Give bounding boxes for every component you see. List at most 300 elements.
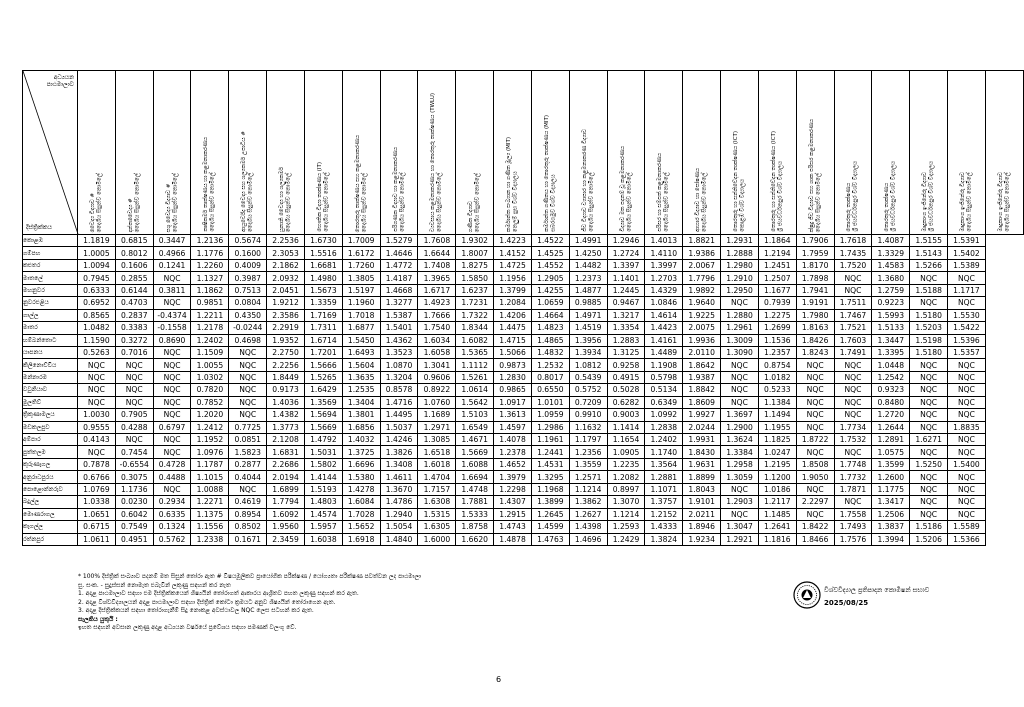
z-score-cell: 1.0769 <box>78 483 116 495</box>
z-score-cell: NQC <box>721 384 759 396</box>
z-score-cell: 1.4250 <box>569 247 607 259</box>
z-score-cell: 1.3047 <box>721 521 759 533</box>
z-score-cell: NQC <box>153 434 191 446</box>
z-score-cell: 0.8954 <box>229 508 267 520</box>
z-score-cell: 1.2542 <box>872 371 910 383</box>
z-score-cell: 1.1536 <box>758 334 796 346</box>
z-score-cell: 1.7435 <box>834 247 872 259</box>
z-score-cell: 2.3459 <box>267 533 305 545</box>
z-score-cell: 1.6899 <box>267 483 305 495</box>
z-score-cell: 1.6620 <box>456 533 494 545</box>
z-score-cell: NQC <box>834 359 872 371</box>
z-score-cell: 2.0110 <box>683 346 721 358</box>
z-score-cell: 0.9885 <box>569 297 607 309</box>
z-score-cell: 0.5674 <box>229 235 267 247</box>
table-row <box>23 247 1024 259</box>
z-score-cell: 1.3837 <box>872 521 910 533</box>
z-score-cell: 1.4333 <box>645 521 683 533</box>
z-score-cell: 0.7454 <box>115 446 153 458</box>
z-score-cell: 1.7734 <box>834 421 872 433</box>
z-score-cell: 1.9191 <box>796 297 834 309</box>
z-score-cell: 0.6550 <box>531 384 569 396</box>
column-header-label: තොරතුරු හා සන්නිවේදන තාක්ෂණය (ICT) ශ්‍රී ජයවර්ධනපුර විශ්ව විද්‍යාලය <box>770 131 784 232</box>
z-score-cell: 1.0846 <box>645 297 683 309</box>
z-score-cell: 1.1960 <box>342 297 380 309</box>
table-header-row <box>23 71 1024 235</box>
z-score-cell: NQC <box>834 409 872 421</box>
z-score-cell: 0.3075 <box>115 471 153 483</box>
z-score-cell: NQC <box>153 409 191 421</box>
z-score-cell: 1.4161 <box>645 334 683 346</box>
z-score-cell: 0.5134 <box>645 384 683 396</box>
z-score-cell: 2.2750 <box>267 346 305 358</box>
z-score-cell: 1.2724 <box>607 247 645 259</box>
district-name: යාපනය <box>23 346 78 358</box>
z-score-cell: 1.0094 <box>78 259 116 271</box>
district-name: මොණරාගල <box>23 508 78 520</box>
district-name: පොළොන්නරුව <box>23 483 78 495</box>
z-score-cell: 1.4840 <box>380 533 418 545</box>
column-header-label: මෘදුකාංග ඉංජිනේරු විද්‍යාව ශ්‍රී ජයවර්ධනපුර විශ්ව විද්‍යාලය <box>922 161 935 232</box>
z-score-cell: NQC <box>153 346 191 358</box>
table-row <box>23 496 1024 508</box>
column-header <box>948 71 986 235</box>
z-score-cell: 1.4246 <box>380 434 418 446</box>
z-score-cell: 1.3824 <box>645 533 683 545</box>
z-score-cell: 1.4223 <box>494 235 532 247</box>
z-score-cell: 1.9101 <box>683 496 721 508</box>
z-score-cell: 2.3053 <box>267 247 305 259</box>
z-score-cell: 1.3801 <box>342 409 380 421</box>
z-score-cell: 1.3965 <box>418 272 456 284</box>
column-header-label: පරිසර හා සම්පත් කළමනාකරණය දෛශිය සිසුන්ව නොමිලේ <box>657 153 670 232</box>
z-score-cell: 0.9851 <box>191 297 229 309</box>
z-score-cell: NQC <box>721 359 759 371</box>
z-score-cell: NQC <box>78 384 116 396</box>
z-score-cell: 1.9631 <box>683 458 721 470</box>
z-score-cell: 1.3757 <box>645 496 683 508</box>
z-score-cell: 0.8017 <box>531 371 569 383</box>
z-score-cell: 1.9302 <box>456 235 494 247</box>
z-score-cell: NQC <box>910 396 948 408</box>
z-score-cell: 1.4032 <box>342 434 380 446</box>
z-score-cell: NQC <box>910 421 948 433</box>
z-score-cell: 0.7209 <box>569 396 607 408</box>
z-score-cell: 1.3277 <box>380 297 418 309</box>
z-score-cell: 1.4525 <box>531 247 569 259</box>
z-score-cell: -0.6554 <box>115 458 153 470</box>
column-header <box>229 71 267 235</box>
z-score-cell: 1.4980 <box>304 272 342 284</box>
z-score-cell: 1.2903 <box>721 496 759 508</box>
column-header-label: තොරතුරු තාක්ෂණය ශ්‍රී ජයවර්ධනපුර විශ්ව විද්‍යාලය <box>884 161 897 232</box>
table-row <box>23 446 1024 458</box>
z-score-cell: 1.4923 <box>418 297 456 309</box>
z-score-cell: 1.1654 <box>607 434 645 446</box>
z-score-cell: 1.3564 <box>645 458 683 470</box>
z-score-cell: 1.7748 <box>834 458 872 470</box>
z-score-cell: 0.6766 <box>78 471 116 483</box>
z-score-cell: NQC <box>948 496 986 508</box>
z-score-cell: 2.2686 <box>267 458 305 470</box>
z-score-cell: 0.8997 <box>607 483 645 495</box>
z-score-cell: NQC <box>721 371 759 383</box>
z-score-cell: 1.1787 <box>191 458 229 470</box>
z-score-cell: 1.1740 <box>645 446 683 458</box>
z-score-cell: 1.5402 <box>948 247 986 259</box>
z-score-cell: 1.3997 <box>645 259 683 271</box>
z-score-cell: 1.5206 <box>910 533 948 545</box>
z-score-cell: 0.8480 <box>872 396 910 408</box>
z-score-cell: 1.2271 <box>191 496 229 508</box>
z-score-cell: 1.1862 <box>191 284 229 296</box>
z-score-cell: 1.8722 <box>796 434 834 446</box>
z-score-cell: 1.1112 <box>456 359 494 371</box>
district-name: අනුරාධපුරය <box>23 471 78 483</box>
z-score-cell: 1.7576 <box>834 533 872 545</box>
z-score-cell: 0.9606 <box>418 371 456 383</box>
column-header-label: තොරතුරු තාක්ෂණය ශ්‍රී ජයවර්ධනපුර විශ්ව විද්‍යාලය <box>846 161 859 232</box>
z-score-cell: 1.8043 <box>683 483 721 495</box>
z-score-cell: 1.9234 <box>683 533 721 545</box>
z-score-cell: 1.5266 <box>910 259 948 271</box>
z-score-cell: NQC <box>78 371 116 383</box>
z-score-cell: 1.2356 <box>569 446 607 458</box>
z-score-cell: NQC <box>948 384 986 396</box>
z-score-cell: 1.2838 <box>645 421 683 433</box>
z-score-cell: 1.2020 <box>191 409 229 421</box>
z-score-cell: 1.1819 <box>78 235 116 247</box>
column-header-label: මෘදුකාංග ඉංජිනේරු විද්‍යාව දෛශිය සිසුන්ව නොමිලේ <box>997 172 1011 232</box>
z-score-cell: 1.7521 <box>834 322 872 334</box>
z-score-cell: 0.9258 <box>607 359 645 371</box>
table-row <box>23 297 1024 309</box>
z-score-cell: 1.3447 <box>872 334 910 346</box>
district-name: මුලතිව් <box>23 396 78 408</box>
z-score-cell: 1.9936 <box>683 334 721 346</box>
z-score-cell: 1.8508 <box>796 458 834 470</box>
z-score-cell: 1.3070 <box>607 496 645 508</box>
z-score-cell: 1.7906 <box>796 235 834 247</box>
z-score-cell: 1.3404 <box>342 396 380 408</box>
z-score-cell: NQC <box>229 483 267 495</box>
z-score-cell: 1.5366 <box>948 533 986 545</box>
z-score-cell: 1.2980 <box>721 259 759 271</box>
z-score-cell: 1.2891 <box>872 434 910 446</box>
z-score-cell: 0.6144 <box>115 284 153 296</box>
z-score-cell: 1.5669 <box>456 446 494 458</box>
z-score-cell: 1.3059 <box>721 471 759 483</box>
z-score-cell: 1.9387 <box>683 371 721 383</box>
footnote: 1. අදාළ පාඨමාලාව සඳහා එම දිස්ත්‍රික්කයෙන් ශිෂ්‍යයින් තෝරාගත් ආකාරය ආශ්‍රිතව පහත ලකුණු සඳහන් කර ඇත. <box>78 590 359 597</box>
z-score-cell: NQC <box>910 483 948 495</box>
z-score-cell: 0.4288 <box>115 421 153 433</box>
z-score-cell: 2.0075 <box>683 322 721 334</box>
z-score-cell: 1.4671 <box>456 434 494 446</box>
z-score-cell: 1.4823 <box>531 322 569 334</box>
z-score-cell: 0.6335 <box>153 508 191 520</box>
z-score-cell: 1.2961 <box>721 322 759 334</box>
z-score-cell: 1.0659 <box>531 297 569 309</box>
z-score-cell: NQC <box>721 508 759 520</box>
z-score-cell: 1.7540 <box>418 322 456 334</box>
corner-label-district: දිස්ත්‍රික්කය <box>26 224 52 231</box>
z-score-cell: 1.5103 <box>456 409 494 421</box>
footnote: * 100% දිස්ත්‍රික් සංඛ්‍යාව පදනම් මත සිසුන් තෝරා ඇත # විෂයමූලිකව ප්‍රායෝගික පරීක්ෂණ / යෝග්‍යතා පරීක්ෂණ පවත්වන ලද පාඨමාලා <box>78 573 422 580</box>
z-score-cell: 1.2378 <box>494 446 532 458</box>
corner-label-course: අධ්‍යයන පාඨමාලාව <box>46 74 74 88</box>
z-score-cell: 1.4398 <box>569 521 607 533</box>
z-score-cell: 2.1862 <box>267 259 305 271</box>
z-score-cell: 1.2900 <box>721 421 759 433</box>
z-score-cell: 1.1015 <box>191 471 229 483</box>
z-score-cell: 1.5198 <box>910 334 948 346</box>
column-header <box>569 71 607 235</box>
z-score-cell: NQC <box>948 483 986 495</box>
z-score-cell: 1.7467 <box>834 309 872 321</box>
z-score-cell: 1.2441 <box>531 446 569 458</box>
z-score-cell: 1.4646 <box>380 247 418 259</box>
column-header-label: තොරතුරු හා සන්නිවේදන තාක්ෂණය (ICT) කොළඹ විශ්ව විද්‍යාලය <box>732 131 746 232</box>
z-score-cell: 1.0030 <box>78 409 116 421</box>
footnote: සැලකිය යුතුයි : <box>78 615 118 623</box>
z-score-cell: 1.5186 <box>910 521 948 533</box>
z-score-cell: 0.6815 <box>115 235 153 247</box>
z-score-cell: 1.3009 <box>721 334 759 346</box>
column-header <box>267 71 305 235</box>
z-score-cell: 1.9352 <box>267 334 305 346</box>
z-score-cell: 1.4614 <box>645 309 683 321</box>
z-score-cell: NQC <box>229 384 267 396</box>
z-score-cell: 1.8642 <box>683 359 721 371</box>
z-score-cell: 1.2402 <box>191 334 229 346</box>
z-score-cell: NQC <box>796 384 834 396</box>
column-header-label: ආහාර විද්‍යාව හා පෝෂණය දෛශිය සිසුන්ව නොමිලේ <box>695 168 708 232</box>
z-score-cell: 1.0917 <box>494 396 532 408</box>
z-score-cell: 1.2136 <box>191 235 229 247</box>
z-score-cell: 1.5031 <box>304 446 342 458</box>
z-score-cell: 1.4696 <box>569 533 607 545</box>
corner-cell <box>23 71 78 235</box>
z-score-cell: 1.2275 <box>758 309 796 321</box>
z-score-cell: 1.3354 <box>607 322 645 334</box>
z-score-cell: 1.5396 <box>948 334 986 346</box>
z-score-cell: 0.9865 <box>494 384 532 396</box>
table-row <box>23 309 1024 321</box>
z-score-cell: 1.1214 <box>607 508 645 520</box>
z-score-cell: 1.3862 <box>569 496 607 508</box>
table-row <box>23 434 1024 446</box>
z-score-cell: NQC <box>78 396 116 408</box>
z-score-cell: 1.3670 <box>380 483 418 495</box>
z-score-cell: 1.2830 <box>494 371 532 383</box>
z-score-cell: 1.2152 <box>645 508 683 520</box>
z-score-cell: 1.1736 <box>115 483 153 495</box>
z-score-cell: 1.7322 <box>456 309 494 321</box>
z-score-cell: 1.3635 <box>342 371 380 383</box>
z-score-cell: 1.4786 <box>380 496 418 508</box>
z-score-cell: 1.6696 <box>342 458 380 470</box>
z-score-cell: 1.6058 <box>418 346 456 358</box>
z-score-cell: 0.9223 <box>872 297 910 309</box>
issue-date: 2025/08/25 <box>824 599 869 607</box>
z-score-cell: 0.2877 <box>229 458 267 470</box>
footnote: සු. සංක. - සුදුස්සන් නොමැත එබැවින් ලකුණු සඳහන් කර නැත <box>78 581 231 589</box>
z-score-cell: 0.9003 <box>607 409 645 421</box>
z-score-cell: 0.1600 <box>229 247 267 259</box>
column-header-label: භෞතික විද්‍යා තාක්ෂණය (IT) දෛශිය සිසුන්ව නොමිලේ <box>316 162 330 232</box>
z-score-cell: 1.7493 <box>834 521 872 533</box>
z-score-cell: 1.4362 <box>380 334 418 346</box>
z-score-cell: 1.5066 <box>494 346 532 358</box>
z-score-cell: 1.4583 <box>872 259 910 271</box>
z-score-cell: 1.7732 <box>834 471 872 483</box>
z-score-cell: 0.4143 <box>78 434 116 446</box>
z-score-cell: 1.5197 <box>342 284 380 296</box>
z-score-cell: 1.0575 <box>872 446 910 458</box>
z-score-cell: 1.2235 <box>607 458 645 470</box>
z-score-cell: 1.5666 <box>304 359 342 371</box>
z-score-cell: 0.2855 <box>115 272 153 284</box>
z-score-cell: 1.6518 <box>418 446 456 458</box>
column-header-label: කර්මාන්ත සංඛ්‍යාන හා ගණිත මූල්‍ය (MIT) නෙලුම් සුභ විශ්ව විද්‍යාලය <box>506 136 519 232</box>
column-header-label: ආයුර්වේද වෛද්‍ය සහ ශල්‍යකර්ම උපාධිය # දෛශිය සිසුන්ව නොමිලේ <box>241 131 254 232</box>
z-score-cell: NQC <box>910 508 948 520</box>
z-score-cell: 1.3826 <box>380 446 418 458</box>
z-score-cell: 1.4152 <box>494 247 532 259</box>
z-score-cell: 1.6730 <box>304 235 342 247</box>
footnote: 2. අදාළ විශ්වවිද්‍යාලයන් අදාළ පාඨමාලාව සඳහා දිස්ත්‍රික් කෝටා ක්‍රමයට අනුව ශිෂ්‍යයින් තෝරාගෙන ඇත. <box>78 598 336 606</box>
z-score-cell: NQC <box>153 371 191 383</box>
z-score-cell: NQC <box>910 446 948 458</box>
z-score-cell: 1.5694 <box>304 409 342 421</box>
z-score-cell: 1.6305 <box>418 521 456 533</box>
z-score-cell: 1.7532 <box>834 434 872 446</box>
z-score-cell: 1.7260 <box>342 259 380 271</box>
z-score-cell: 1.8609 <box>683 396 721 408</box>
z-score-cell: NQC <box>834 496 872 508</box>
z-score-cell: NQC <box>948 471 986 483</box>
z-score-cell: 1.5357 <box>948 346 986 358</box>
column-header <box>910 71 948 235</box>
z-score-cell: 0.8754 <box>758 359 796 371</box>
z-score-cell: NQC <box>721 483 759 495</box>
z-score-cell: 1.1590 <box>78 334 116 346</box>
z-score-cell: 1.6856 <box>342 421 380 433</box>
z-score-cell: NQC <box>948 396 986 408</box>
z-score-cell: 0.0851 <box>229 434 267 446</box>
z-score-cell: 1.4748 <box>456 483 494 495</box>
z-score-cell: 1.4187 <box>380 272 418 284</box>
z-score-cell: 1.0088 <box>191 483 229 495</box>
z-score-cell: NQC <box>796 396 834 408</box>
z-score-cell: 1.8163 <box>796 322 834 334</box>
z-score-cell: 0.1606 <box>115 259 153 271</box>
z-score-cell: -0.1558 <box>153 322 191 334</box>
z-score-cell: NQC <box>721 297 759 309</box>
z-score-cell: 1.4763 <box>531 533 569 545</box>
column-header <box>834 71 872 235</box>
z-score-cell: 1.1327 <box>191 272 229 284</box>
z-score-cell: 1.2627 <box>569 508 607 520</box>
table-row <box>23 521 1024 533</box>
column-header-label: දන්තවෛද්‍ය # දෛශිය සිසුන්ව නොමිලේ <box>127 172 141 232</box>
z-score-cell: 1.4495 <box>380 409 418 421</box>
z-score-cell: 1.3125 <box>607 346 645 358</box>
z-score-cell: 1.9212 <box>267 297 305 309</box>
z-score-cell: 1.2910 <box>721 272 759 284</box>
district-name: අම්පාර <box>23 434 78 446</box>
district-name: පුත්තලම <box>23 446 78 458</box>
z-score-cell: 1.4144 <box>304 471 342 483</box>
table-row <box>23 483 1024 495</box>
z-score-cell: 1.3799 <box>494 284 532 296</box>
z-score-cell: NQC <box>948 446 986 458</box>
z-score-cell: 2.2536 <box>267 235 305 247</box>
z-score-cell: 0.4728 <box>153 458 191 470</box>
z-score-cell: 0.0230 <box>115 496 153 508</box>
z-score-cell: 0.7820 <box>191 384 229 396</box>
z-score-cell: 0.5439 <box>569 371 607 383</box>
ugc-seal-icon <box>793 581 821 609</box>
z-score-cell: 1.7796 <box>683 272 721 284</box>
z-score-cell: 1.2905 <box>531 272 569 284</box>
column-header <box>645 71 683 235</box>
z-score-cell: 0.5798 <box>645 371 683 383</box>
z-score-cell: 1.4597 <box>494 421 532 433</box>
z-score-cell: 0.3272 <box>115 334 153 346</box>
z-score-cell: 1.0101 <box>531 396 569 408</box>
z-score-cell: 1.7028 <box>342 508 380 520</box>
z-score-cell: 1.2260 <box>191 259 229 271</box>
z-score-cell: 1.1494 <box>758 409 796 421</box>
z-score-cell: 0.7016 <box>115 346 153 358</box>
z-score-cell: 1.4087 <box>872 235 910 247</box>
z-score-cell: 0.7939 <box>758 297 796 309</box>
z-score-cell: 1.2699 <box>758 322 796 334</box>
table-row <box>23 471 1024 483</box>
z-score-cell: 1.2641 <box>758 521 796 533</box>
district-name: වවුනියාව <box>23 384 78 396</box>
footnotes <box>78 573 758 633</box>
z-score-cell: 1.5530 <box>948 309 986 321</box>
z-score-cell: 1.8946 <box>683 521 721 533</box>
column-header <box>342 71 380 235</box>
z-score-cell: 1.7898 <box>796 272 834 284</box>
z-score-cell: 0.1671 <box>229 533 267 545</box>
z-score-cell: 1.2445 <box>607 284 645 296</box>
column-header-label: තොරතුරු තාක්ෂණය සහ කළමනාකරණය දෛශිය සිසුන්ව නොමිලේ <box>354 134 368 232</box>
table-row <box>23 359 1024 371</box>
z-score-cell: 2.3586 <box>267 309 305 321</box>
footnote: ඉහත සඳහන් අවසාන ලකුණු අදාළ අධ්‍යයන වර්ෂයේ ප්‍රවේශය සඳහා පමණක් වලංගු වේ. <box>78 624 297 631</box>
z-score-cell: 1.0905 <box>607 446 645 458</box>
z-score-cell: 1.7231 <box>456 297 494 309</box>
z-score-cell: 1.4531 <box>531 458 569 470</box>
z-score-cell: 1.1864 <box>758 235 796 247</box>
district-name: මාතර <box>23 322 78 334</box>
z-score-cell: 1.1401 <box>607 272 645 284</box>
z-score-cell: 1.5365 <box>456 346 494 358</box>
z-score-cell: 1.4552 <box>531 259 569 271</box>
table-row <box>23 421 1024 433</box>
district-name: කළුතර <box>23 259 78 271</box>
z-score-cell: NQC <box>115 434 153 446</box>
z-score-cell: 0.6952 <box>78 297 116 309</box>
z-score-cell: NQC <box>78 359 116 371</box>
table-row <box>23 259 1024 271</box>
z-score-cell: NQC <box>948 359 986 371</box>
